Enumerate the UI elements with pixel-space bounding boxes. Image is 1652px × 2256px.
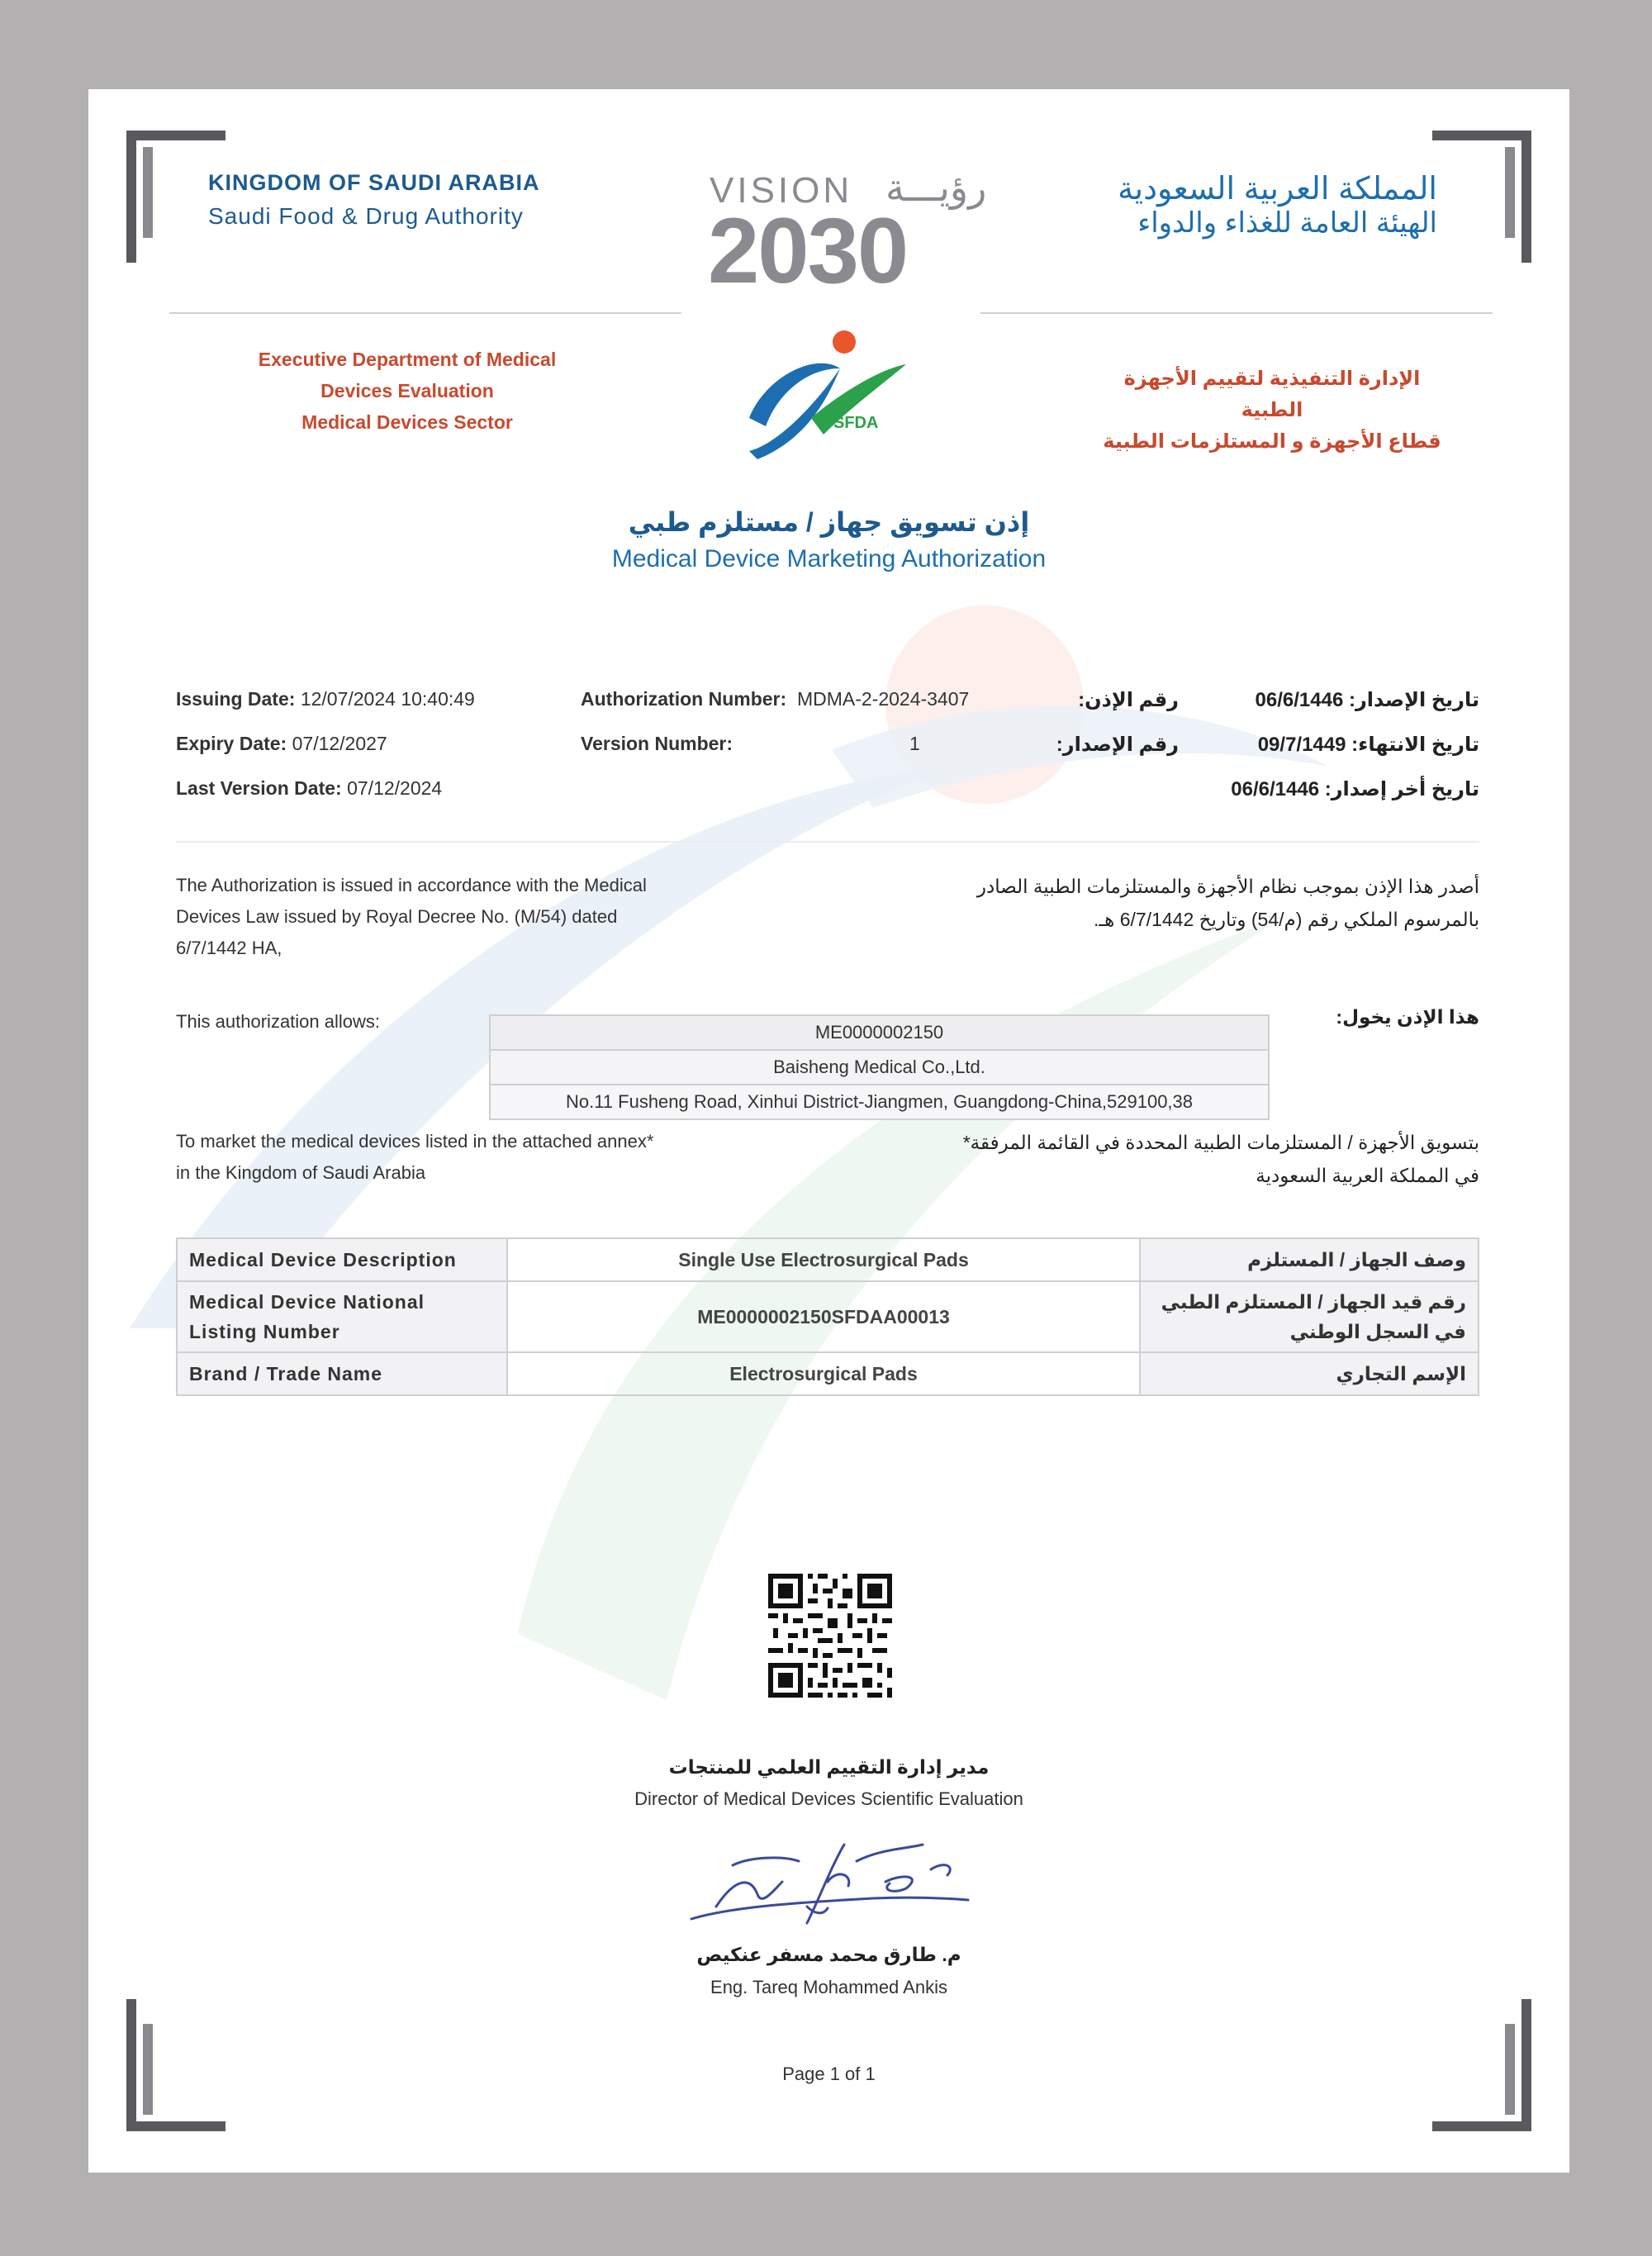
device-description-value: Single Use Electrosurgical Pads [507,1238,1140,1281]
issuing-date-value: 12/07/2024 10:40:49 [300,688,475,710]
expiry-date-ar: تاريخ الانتهاء: 09/7/1449 [1257,734,1479,756]
vision-logo-year: 2030 [708,199,908,302]
certificate-page [88,89,1569,2173]
sfda-logo-icon [733,319,923,468]
handwritten-signature [683,1824,980,1931]
authorization-number-ar: رقم الإذن: [1078,689,1179,711]
page-number: Page 1 of 1 [782,2064,876,2084]
corner-bracket-top-left [126,131,225,263]
issuing-date-label: Issuing Date: [176,688,296,710]
vision-logo-word: VISION [710,170,853,211]
decree-en [176,870,754,964]
table-row [490,1015,1269,1050]
kingdom-name-ar: المملكة العربية السعودية [1118,172,1437,207]
signatory-title-ar: مدير إدارة التقييم العلمي للمنتجات [668,1756,990,1778]
header-divider-right [980,312,1493,314]
brand-name-label-ar: الإسم التجاري [1140,1352,1479,1395]
table-row [177,1238,1479,1281]
sfda-logo-text: SFDA [833,414,879,432]
department-ar-line: قطاع الأجهزة و المستلزمات الطبية [1103,430,1441,453]
last-version-date [176,777,442,800]
expiry-date-value: 07/12/2027 [292,733,387,754]
signatory-name-ar: م. طارق محمد مسفر عنكيص [696,1944,961,1965]
last-version-date-label: Last Version Date: [176,777,342,799]
holder-address: No.11 Fusheng Road, Xinhui District-Jiangmen, Guangdong-China,529100,38 [490,1085,1269,1119]
brand-name-value: Electrosurgical Pads [507,1352,1140,1395]
table-row [490,1050,1269,1085]
decree-en-line: Devices Law issued by Royal Decree No. (M/54) dated [176,906,618,927]
decree-en-line: The Authorization is issued in accordance with the Medical [176,875,647,895]
brand-name-label: Brand / Trade Name [177,1352,507,1395]
device-description-label-ar: وصف الجهاز / المستلزم [1140,1238,1479,1281]
market-ar-line: في المملكة العربية السعودية [1256,1165,1479,1186]
qr-code-icon[interactable] [763,1569,897,1703]
vision-logo-ar: رؤيـــة [885,166,987,209]
header-divider-left [169,312,681,314]
authorization-allows-ar: هذا الإذن يخول: [1336,1006,1479,1028]
market-en-line: in the Kingdom of Saudi Arabia [176,1162,426,1183]
authorization-number-value: MDMA-2-2024-3407 [796,688,970,710]
version-number-value: 1 [909,733,920,754]
decree-ar-line: بالمرسوم الملكي رقم (م/54) وتاريخ 6/7/1442 هـ. [1094,909,1479,930]
expiry-date [176,733,387,755]
authority-name-en: Saudi Food & Drug Authority [208,203,524,229]
document-title-en: Medical Device Marketing Authorization [611,545,1047,572]
national-listing-value: ME0000002150SFDAA00013 [507,1281,1140,1352]
national-listing-label: Medical Device National Listing Number [177,1281,507,1352]
national-listing-label-ar: رقم قيد الجهاز / المستلزم الطبي في السجل الوطني [1140,1281,1479,1352]
expiry-date-label: Expiry Date: [176,733,287,754]
signatory-name-en: Eng. Tareq Mohammed Ankis [710,1977,947,1997]
department-en-line: Devices Evaluation [320,380,494,401]
authorization-allows-en: This authorization allows: [176,1011,381,1032]
version-number-ar: رقم الإصدار: [1056,734,1179,756]
decree-ar-line: أصدر هذا الإذن بموجب نظام الأجهزة والمستلزمات الطبية الصادر [976,876,1479,897]
issuing-date-ar: تاريخ الإصدار: 06/6/1446 [1255,689,1479,711]
holder-id: ME0000002150 [490,1015,1269,1050]
department-ar-line: الإدارة التنفيذية لتقييم الأجهزة الطبية [1123,368,1421,421]
decree-ar [914,870,1479,936]
table-row [490,1085,1269,1119]
department-ar [1099,363,1446,458]
department-en-line: Executive Department of Medical [258,349,557,370]
last-version-date-value: 07/12/2024 [347,777,443,799]
document-title-ar: إذن تسويق جهاز / مستلزم طبي [628,507,1030,537]
department-en-line: Medical Devices Sector [301,411,513,433]
issuing-date [176,688,475,710]
kingdom-name-en: KINGDOM OF SAUDI ARABIA [208,170,540,195]
decree-en-line: 6/7/1442 HA, [176,938,282,958]
authorization-number-label: Authorization Number: [581,688,787,710]
holder-company: Baisheng Medical Co.,Ltd. [490,1050,1269,1085]
market-en-line: To market the medical devices listed in the attached annex* [176,1131,654,1152]
department-en [242,344,572,438]
table-row [177,1352,1479,1395]
market-statement-ar [901,1126,1479,1192]
authority-name-ar: الهيئة العامة للغذاء والدواء [1137,207,1437,239]
table-row [177,1281,1479,1352]
market-statement-en [176,1126,837,1189]
signatory-title-en: Director of Medical Devices Scientific Evaluation [634,1788,1023,1809]
market-ar-line: بتسويق الأجهزة / المستلزمات الطبية المحددة في القائمة المرفقة* [962,1132,1479,1153]
version-number-label: Version Number: [581,733,733,754]
last-issue-date-ar: تاريخ أخر إصدار: 06/6/1446 [1231,778,1479,800]
device-details-table [176,1237,1479,1396]
corner-bracket-top-right [1432,131,1531,263]
authorization-number [581,688,969,710]
device-description-label: Medical Device Description [177,1238,507,1281]
license-holder-table [489,1014,1270,1120]
